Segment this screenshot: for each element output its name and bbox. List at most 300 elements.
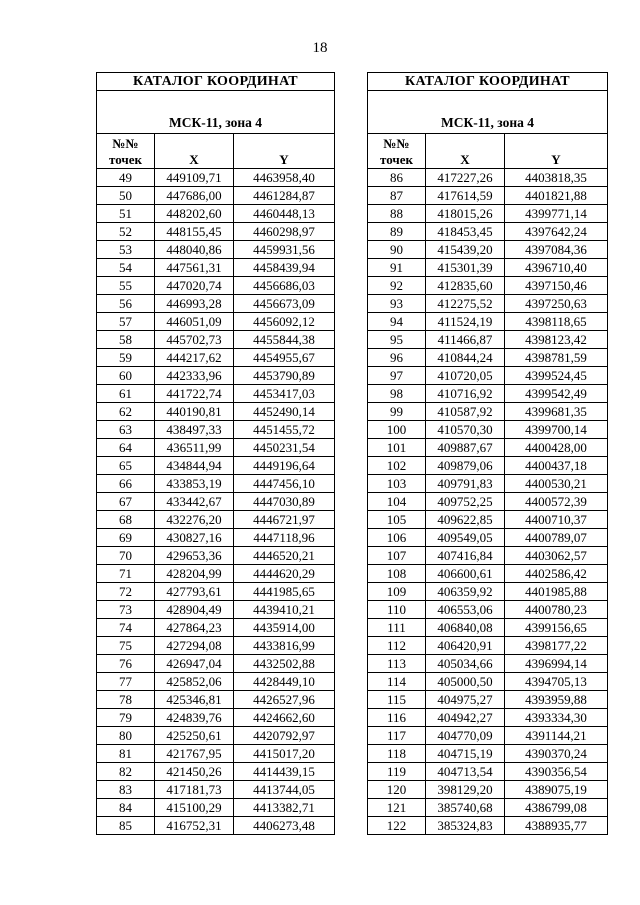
coordinate-system-zone: МСК-11, зона 4 bbox=[97, 91, 335, 134]
table-row bbox=[368, 565, 608, 583]
table-row bbox=[368, 223, 608, 241]
x-coordinate-cell: 426947,04 bbox=[155, 655, 234, 673]
table-row bbox=[368, 619, 608, 637]
point-number-cell: 77 bbox=[97, 673, 155, 691]
y-coordinate-cell: 4390370,24 bbox=[505, 745, 608, 763]
y-coordinate-cell: 4390356,54 bbox=[505, 763, 608, 781]
y-coordinate-cell: 4415017,20 bbox=[234, 745, 335, 763]
x-coordinate-cell: 406840,08 bbox=[426, 619, 505, 637]
point-number-cell: 89 bbox=[368, 223, 426, 241]
y-coordinate-cell: 4450231,54 bbox=[234, 439, 335, 457]
x-coordinate-cell: 418453,45 bbox=[426, 223, 505, 241]
table-row bbox=[368, 403, 608, 421]
x-coordinate-cell: 424839,76 bbox=[155, 709, 234, 727]
point-number-cell: 53 bbox=[97, 241, 155, 259]
point-number-cell: 90 bbox=[368, 241, 426, 259]
point-number-cell: 49 bbox=[97, 169, 155, 187]
table-row bbox=[97, 349, 335, 367]
table-row bbox=[368, 187, 608, 205]
point-number-cell: 60 bbox=[97, 367, 155, 385]
point-number-cell: 59 bbox=[97, 349, 155, 367]
table-row bbox=[97, 277, 335, 295]
table-row bbox=[97, 457, 335, 475]
x-coordinate-cell: 448040,86 bbox=[155, 241, 234, 259]
point-number-cell: 85 bbox=[97, 817, 155, 835]
table-row bbox=[368, 385, 608, 403]
x-coordinate-cell: 404975,27 bbox=[426, 691, 505, 709]
y-coordinate-cell: 4414439,15 bbox=[234, 763, 335, 781]
table-row bbox=[97, 403, 335, 421]
x-coordinate-cell: 430827,16 bbox=[155, 529, 234, 547]
point-number-cell: 72 bbox=[97, 583, 155, 601]
x-coordinate-cell: 448155,45 bbox=[155, 223, 234, 241]
y-coordinate-cell: 4400710,37 bbox=[505, 511, 608, 529]
catalog-title: КАТАЛОГ КООРДИНАТ bbox=[368, 73, 608, 91]
table-row bbox=[368, 475, 608, 493]
y-coordinate-cell: 4420792,97 bbox=[234, 727, 335, 745]
x-coordinate-cell: 411524,19 bbox=[426, 313, 505, 331]
point-number-cell: 69 bbox=[97, 529, 155, 547]
point-number-cell: 87 bbox=[368, 187, 426, 205]
table-row bbox=[97, 205, 335, 223]
x-coordinate-cell: 412835,60 bbox=[426, 277, 505, 295]
x-coordinate-cell: 417227,26 bbox=[426, 169, 505, 187]
y-coordinate-cell: 4456673,09 bbox=[234, 295, 335, 313]
y-coordinate-cell: 4396710,40 bbox=[505, 259, 608, 277]
point-number-cell: 50 bbox=[97, 187, 155, 205]
point-number-cell: 76 bbox=[97, 655, 155, 673]
y-coordinate-cell: 4424662,60 bbox=[234, 709, 335, 727]
x-coordinate-cell: 409879,06 bbox=[426, 457, 505, 475]
catalog-body bbox=[97, 169, 335, 835]
table-row bbox=[368, 547, 608, 565]
table-row bbox=[368, 691, 608, 709]
point-number-cell: 98 bbox=[368, 385, 426, 403]
x-coordinate-cell: 447020,74 bbox=[155, 277, 234, 295]
point-number-cell: 111 bbox=[368, 619, 426, 637]
table-row bbox=[368, 493, 608, 511]
point-number-cell: 112 bbox=[368, 637, 426, 655]
table-row bbox=[97, 421, 335, 439]
x-coordinate-cell: 436511,99 bbox=[155, 439, 234, 457]
table-row bbox=[368, 511, 608, 529]
point-number-cell: 93 bbox=[368, 295, 426, 313]
table-row bbox=[368, 655, 608, 673]
point-number-cell: 109 bbox=[368, 583, 426, 601]
table-row bbox=[368, 799, 608, 817]
y-coordinate-cell: 4398177,22 bbox=[505, 637, 608, 655]
table-row bbox=[368, 349, 608, 367]
y-coordinate-cell: 4453417,03 bbox=[234, 385, 335, 403]
point-number-cell: 78 bbox=[97, 691, 155, 709]
table-row bbox=[368, 205, 608, 223]
x-coordinate-cell: 444217,62 bbox=[155, 349, 234, 367]
x-coordinate-cell: 411466,87 bbox=[426, 331, 505, 349]
point-number-cell: 91 bbox=[368, 259, 426, 277]
table-row bbox=[368, 439, 608, 457]
point-number-cell: 107 bbox=[368, 547, 426, 565]
point-number-cell: 73 bbox=[97, 601, 155, 619]
x-coordinate-cell: 427294,08 bbox=[155, 637, 234, 655]
point-number-cell: 61 bbox=[97, 385, 155, 403]
table-row bbox=[97, 637, 335, 655]
point-number-header-line2: точек bbox=[380, 152, 413, 167]
y-coordinate-cell: 4453790,89 bbox=[234, 367, 335, 385]
y-coordinate-cell: 4447456,10 bbox=[234, 475, 335, 493]
table-row bbox=[97, 439, 335, 457]
x-coordinate-cell: 410844,24 bbox=[426, 349, 505, 367]
x-coordinate-cell: 446051,09 bbox=[155, 313, 234, 331]
y-coordinate-cell: 4394705,13 bbox=[505, 673, 608, 691]
x-coordinate-cell: 409791,83 bbox=[426, 475, 505, 493]
x-coordinate-cell: 410570,30 bbox=[426, 421, 505, 439]
x-coordinate-cell: 421450,26 bbox=[155, 763, 234, 781]
x-coordinate-cell: 409752,25 bbox=[426, 493, 505, 511]
table-row bbox=[368, 817, 608, 835]
x-coordinate-cell: 417614,59 bbox=[426, 187, 505, 205]
y-coordinate-cell: 4400428,00 bbox=[505, 439, 608, 457]
x-coordinate-cell: 447561,31 bbox=[155, 259, 234, 277]
y-coordinate-cell: 4459931,56 bbox=[234, 241, 335, 259]
y-coordinate-cell: 4460448,13 bbox=[234, 205, 335, 223]
coordinate-system-zone: МСК-11, зона 4 bbox=[368, 91, 608, 134]
x-coordinate-cell: 441722,74 bbox=[155, 385, 234, 403]
point-number-cell: 94 bbox=[368, 313, 426, 331]
x-coordinate-cell: 404715,19 bbox=[426, 745, 505, 763]
y-coordinate-cell: 4398123,42 bbox=[505, 331, 608, 349]
table-row bbox=[368, 259, 608, 277]
table-row bbox=[97, 745, 335, 763]
point-number-cell: 102 bbox=[368, 457, 426, 475]
point-number-cell: 106 bbox=[368, 529, 426, 547]
x-coordinate-cell: 418015,26 bbox=[426, 205, 505, 223]
point-number-cell: 86 bbox=[368, 169, 426, 187]
y-coordinate-cell: 4452490,14 bbox=[234, 403, 335, 421]
y-coordinate-cell: 4426527,96 bbox=[234, 691, 335, 709]
catalog-title: КАТАЛОГ КООРДИНАТ bbox=[97, 73, 335, 91]
x-coordinate-cell: 385740,68 bbox=[426, 799, 505, 817]
table-row bbox=[368, 727, 608, 745]
y-column-header: Y bbox=[505, 134, 608, 169]
point-number-cell: 108 bbox=[368, 565, 426, 583]
point-number-cell: 66 bbox=[97, 475, 155, 493]
y-coordinate-cell: 4456686,03 bbox=[234, 277, 335, 295]
x-coordinate-cell: 425346,81 bbox=[155, 691, 234, 709]
table-row bbox=[97, 673, 335, 691]
y-coordinate-cell: 4460298,97 bbox=[234, 223, 335, 241]
point-number-cell: 115 bbox=[368, 691, 426, 709]
table-row bbox=[368, 241, 608, 259]
point-number-cell: 84 bbox=[97, 799, 155, 817]
x-coordinate-cell: 427793,61 bbox=[155, 583, 234, 601]
y-coordinate-cell: 4451455,72 bbox=[234, 421, 335, 439]
table-row bbox=[97, 331, 335, 349]
x-coordinate-cell: 405034,66 bbox=[426, 655, 505, 673]
point-number-cell: 113 bbox=[368, 655, 426, 673]
point-number-header-line2: точек bbox=[109, 152, 142, 167]
table-row bbox=[97, 259, 335, 277]
y-coordinate-cell: 4433816,99 bbox=[234, 637, 335, 655]
x-coordinate-cell: 404942,27 bbox=[426, 709, 505, 727]
x-coordinate-cell: 432276,20 bbox=[155, 511, 234, 529]
y-coordinate-cell: 4447030,89 bbox=[234, 493, 335, 511]
y-coordinate-cell: 4400530,21 bbox=[505, 475, 608, 493]
y-coordinate-cell: 4400780,23 bbox=[505, 601, 608, 619]
catalog-body bbox=[368, 169, 608, 835]
table-row bbox=[368, 601, 608, 619]
point-number-cell: 116 bbox=[368, 709, 426, 727]
y-coordinate-cell: 4463958,40 bbox=[234, 169, 335, 187]
y-coordinate-cell: 4455844,38 bbox=[234, 331, 335, 349]
x-coordinate-cell: 410720,05 bbox=[426, 367, 505, 385]
table-row bbox=[97, 547, 335, 565]
coordinate-catalog-table bbox=[96, 72, 335, 835]
y-coordinate-cell: 4449196,64 bbox=[234, 457, 335, 475]
y-coordinate-cell: 4393334,30 bbox=[505, 709, 608, 727]
point-number-cell: 51 bbox=[97, 205, 155, 223]
x-coordinate-cell: 406553,06 bbox=[426, 601, 505, 619]
y-coordinate-cell: 4398118,65 bbox=[505, 313, 608, 331]
y-coordinate-cell: 4397250,63 bbox=[505, 295, 608, 313]
table-row bbox=[97, 691, 335, 709]
y-coordinate-cell: 4435914,00 bbox=[234, 619, 335, 637]
x-coordinate-cell: 421767,95 bbox=[155, 745, 234, 763]
point-number-cell: 63 bbox=[97, 421, 155, 439]
y-coordinate-cell: 4399700,14 bbox=[505, 421, 608, 439]
y-coordinate-cell: 4386799,08 bbox=[505, 799, 608, 817]
x-coordinate-cell: 429653,36 bbox=[155, 547, 234, 565]
point-number-header bbox=[97, 134, 155, 169]
x-coordinate-cell: 385324,83 bbox=[426, 817, 505, 835]
y-coordinate-cell: 4399524,45 bbox=[505, 367, 608, 385]
y-coordinate-cell: 4399542,49 bbox=[505, 385, 608, 403]
y-coordinate-cell: 4391144,21 bbox=[505, 727, 608, 745]
x-coordinate-cell: 442333,96 bbox=[155, 367, 234, 385]
table-row bbox=[97, 727, 335, 745]
table-row bbox=[368, 745, 608, 763]
point-number-cell: 118 bbox=[368, 745, 426, 763]
point-number-cell: 56 bbox=[97, 295, 155, 313]
table-row bbox=[97, 511, 335, 529]
point-number-cell: 67 bbox=[97, 493, 155, 511]
table-row bbox=[97, 313, 335, 331]
point-number-cell: 96 bbox=[368, 349, 426, 367]
y-coordinate-cell: 4428449,10 bbox=[234, 673, 335, 691]
y-coordinate-cell: 4396994,14 bbox=[505, 655, 608, 673]
point-number-cell: 121 bbox=[368, 799, 426, 817]
table-row bbox=[97, 493, 335, 511]
table-row bbox=[97, 763, 335, 781]
table-row bbox=[97, 799, 335, 817]
x-coordinate-cell: 427864,23 bbox=[155, 619, 234, 637]
y-coordinate-cell: 4456092,12 bbox=[234, 313, 335, 331]
table-row bbox=[368, 331, 608, 349]
x-coordinate-cell: 447686,00 bbox=[155, 187, 234, 205]
table-row bbox=[368, 673, 608, 691]
point-number-cell: 80 bbox=[97, 727, 155, 745]
x-coordinate-cell: 449109,71 bbox=[155, 169, 234, 187]
x-coordinate-cell: 410716,92 bbox=[426, 385, 505, 403]
table-row bbox=[368, 367, 608, 385]
x-coordinate-cell: 412275,52 bbox=[426, 295, 505, 313]
y-coordinate-cell: 4401985,88 bbox=[505, 583, 608, 601]
point-number-header-line1: №№ bbox=[383, 136, 410, 151]
table-row bbox=[97, 619, 335, 637]
x-coordinate-cell: 406600,61 bbox=[426, 565, 505, 583]
y-coordinate-cell: 4401821,88 bbox=[505, 187, 608, 205]
table-row bbox=[97, 601, 335, 619]
table-row bbox=[368, 763, 608, 781]
point-number-cell: 81 bbox=[97, 745, 155, 763]
y-coordinate-cell: 4400789,07 bbox=[505, 529, 608, 547]
table-row bbox=[97, 529, 335, 547]
point-number-cell: 122 bbox=[368, 817, 426, 835]
y-coordinate-cell: 4397642,24 bbox=[505, 223, 608, 241]
y-coordinate-cell: 4458439,94 bbox=[234, 259, 335, 277]
point-number-cell: 110 bbox=[368, 601, 426, 619]
point-number-cell: 65 bbox=[97, 457, 155, 475]
x-coordinate-cell: 433442,67 bbox=[155, 493, 234, 511]
table-row bbox=[97, 583, 335, 601]
x-coordinate-cell: 409887,67 bbox=[426, 439, 505, 457]
y-coordinate-cell: 4398781,59 bbox=[505, 349, 608, 367]
y-coordinate-cell: 4402586,42 bbox=[505, 565, 608, 583]
y-coordinate-cell: 4446721,97 bbox=[234, 511, 335, 529]
x-coordinate-cell: 434844,94 bbox=[155, 457, 234, 475]
point-number-cell: 99 bbox=[368, 403, 426, 421]
point-number-cell: 100 bbox=[368, 421, 426, 439]
y-coordinate-cell: 4400437,18 bbox=[505, 457, 608, 475]
point-number-cell: 97 bbox=[368, 367, 426, 385]
x-coordinate-cell: 440190,81 bbox=[155, 403, 234, 421]
x-coordinate-cell: 398129,20 bbox=[426, 781, 505, 799]
table-row bbox=[368, 529, 608, 547]
x-coordinate-cell: 410587,92 bbox=[426, 403, 505, 421]
point-number-cell: 95 bbox=[368, 331, 426, 349]
y-coordinate-cell: 4393959,88 bbox=[505, 691, 608, 709]
x-coordinate-cell: 416752,31 bbox=[155, 817, 234, 835]
table-row bbox=[97, 241, 335, 259]
point-number-cell: 70 bbox=[97, 547, 155, 565]
x-coordinate-cell: 428204,99 bbox=[155, 565, 234, 583]
x-coordinate-cell: 448202,60 bbox=[155, 205, 234, 223]
table-row bbox=[97, 655, 335, 673]
y-column-header: Y bbox=[234, 134, 335, 169]
y-coordinate-cell: 4403818,35 bbox=[505, 169, 608, 187]
table-row bbox=[368, 583, 608, 601]
point-number-cell: 83 bbox=[97, 781, 155, 799]
x-coordinate-cell: 425250,61 bbox=[155, 727, 234, 745]
y-coordinate-cell: 4447118,96 bbox=[234, 529, 335, 547]
table-row bbox=[97, 475, 335, 493]
point-number-cell: 105 bbox=[368, 511, 426, 529]
point-number-cell: 57 bbox=[97, 313, 155, 331]
table-row bbox=[97, 709, 335, 727]
y-coordinate-cell: 4399156,65 bbox=[505, 619, 608, 637]
point-number-header bbox=[368, 134, 426, 169]
y-coordinate-cell: 4400572,39 bbox=[505, 493, 608, 511]
table-row bbox=[97, 817, 335, 835]
point-number-cell: 101 bbox=[368, 439, 426, 457]
point-number-cell: 104 bbox=[368, 493, 426, 511]
x-coordinate-cell: 428904,49 bbox=[155, 601, 234, 619]
x-coordinate-cell: 415439,20 bbox=[426, 241, 505, 259]
point-number-cell: 54 bbox=[97, 259, 155, 277]
y-coordinate-cell: 4388935,77 bbox=[505, 817, 608, 835]
table-row bbox=[97, 169, 335, 187]
point-number-cell: 58 bbox=[97, 331, 155, 349]
point-number-cell: 119 bbox=[368, 763, 426, 781]
y-coordinate-cell: 4397084,36 bbox=[505, 241, 608, 259]
x-coordinate-cell: 433853,19 bbox=[155, 475, 234, 493]
x-coordinate-cell: 405000,50 bbox=[426, 673, 505, 691]
page-number: 18 bbox=[312, 40, 328, 56]
point-number-cell: 82 bbox=[97, 763, 155, 781]
table-row bbox=[368, 421, 608, 439]
y-coordinate-cell: 4397150,46 bbox=[505, 277, 608, 295]
table-row bbox=[97, 781, 335, 799]
y-coordinate-cell: 4454955,67 bbox=[234, 349, 335, 367]
y-coordinate-cell: 4461284,87 bbox=[234, 187, 335, 205]
x-coordinate-cell: 409549,05 bbox=[426, 529, 505, 547]
x-coordinate-cell: 417181,73 bbox=[155, 781, 234, 799]
y-coordinate-cell: 4406273,48 bbox=[234, 817, 335, 835]
x-coordinate-cell: 415100,29 bbox=[155, 799, 234, 817]
x-coordinate-cell: 406359,92 bbox=[426, 583, 505, 601]
table-row bbox=[368, 457, 608, 475]
point-number-cell: 62 bbox=[97, 403, 155, 421]
x-coordinate-cell: 409622,85 bbox=[426, 511, 505, 529]
point-number-cell: 71 bbox=[97, 565, 155, 583]
point-number-cell: 79 bbox=[97, 709, 155, 727]
point-number-cell: 55 bbox=[97, 277, 155, 295]
x-column-header: X bbox=[155, 134, 234, 169]
y-coordinate-cell: 4399681,35 bbox=[505, 403, 608, 421]
x-coordinate-cell: 404713,54 bbox=[426, 763, 505, 781]
y-coordinate-cell: 4439410,21 bbox=[234, 601, 335, 619]
x-coordinate-cell: 415301,39 bbox=[426, 259, 505, 277]
table-row bbox=[97, 223, 335, 241]
table-row bbox=[368, 637, 608, 655]
y-coordinate-cell: 4413744,05 bbox=[234, 781, 335, 799]
y-coordinate-cell: 4399771,14 bbox=[505, 205, 608, 223]
table-row bbox=[97, 295, 335, 313]
y-coordinate-cell: 4389075,19 bbox=[505, 781, 608, 799]
x-coordinate-cell: 407416,84 bbox=[426, 547, 505, 565]
x-coordinate-cell: 445702,73 bbox=[155, 331, 234, 349]
table-row bbox=[368, 169, 608, 187]
x-coordinate-cell: 406420,91 bbox=[426, 637, 505, 655]
point-number-cell: 117 bbox=[368, 727, 426, 745]
x-coordinate-cell: 446993,28 bbox=[155, 295, 234, 313]
coordinate-catalog-table bbox=[367, 72, 608, 835]
x-coordinate-cell: 404770,09 bbox=[426, 727, 505, 745]
point-number-header-line1: №№ bbox=[112, 136, 139, 151]
table-row bbox=[368, 709, 608, 727]
y-coordinate-cell: 4441985,65 bbox=[234, 583, 335, 601]
point-number-cell: 75 bbox=[97, 637, 155, 655]
point-number-cell: 120 bbox=[368, 781, 426, 799]
x-coordinate-cell: 425852,06 bbox=[155, 673, 234, 691]
point-number-cell: 114 bbox=[368, 673, 426, 691]
y-coordinate-cell: 4413382,71 bbox=[234, 799, 335, 817]
point-number-cell: 52 bbox=[97, 223, 155, 241]
x-column-header: X bbox=[426, 134, 505, 169]
table-row bbox=[97, 565, 335, 583]
point-number-cell: 64 bbox=[97, 439, 155, 457]
y-coordinate-cell: 4432502,88 bbox=[234, 655, 335, 673]
y-coordinate-cell: 4446520,21 bbox=[234, 547, 335, 565]
